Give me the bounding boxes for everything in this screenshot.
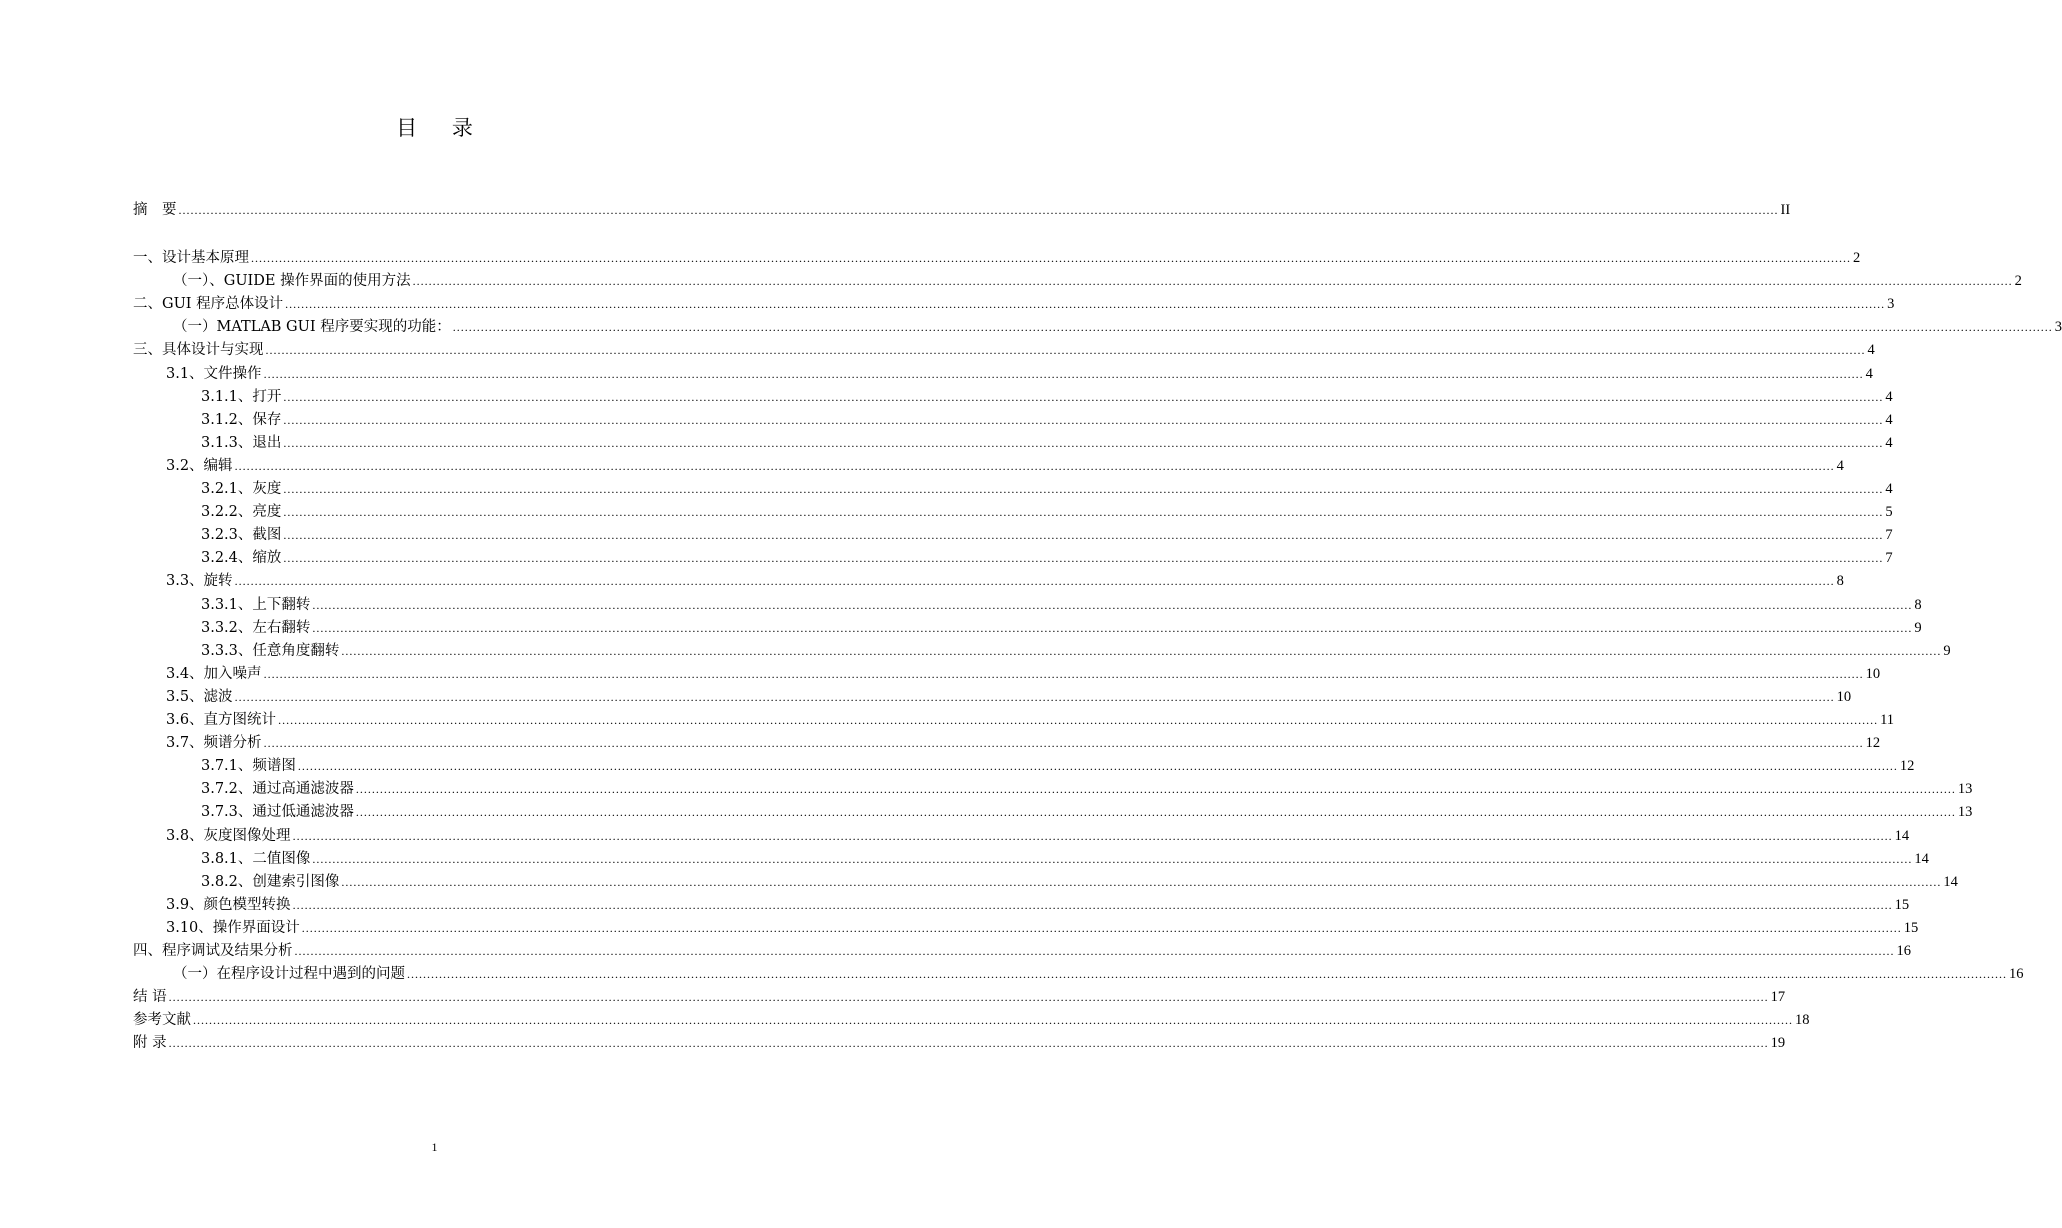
toc-entry-page: 4 [1865,365,1873,382]
toc-leader-dots: ................................................................................................................................................................................................................................................................................................................................................................................................................ [283,482,1884,496]
toc-entry-label: 3.10、操作界面设计 [166,919,300,936]
toc-leader-dots: ................................................................................................................................................................................................................................................................................................................................................................................................................ [283,435,1884,450]
toc-leader-dots: ................................................................................................................................................................................................................................................................................................................................................................................................................ [355,805,1956,820]
toc-entry [133,1029,1786,1052]
toc-entry-label: 3.1、文件操作 [166,365,262,382]
toc-entry-label: 结 语 [133,989,167,1006]
toc-entry-page: 14 [1914,850,1929,867]
toc-entry [133,290,1895,313]
page-number: 1 [431,1140,438,1154]
toc-entry-page: 13 [1957,804,1973,821]
toc-leader-dots: ................................................................................................................................................................................................................................................................................................................................................................................................................ [263,666,1864,681]
toc-entry-label: 3.3.3、任意角度翻转 [201,642,340,659]
toc-leader-dots: ................................................................................................................................................................................................................................................................................................................................................................................................................ [297,759,1898,774]
toc-entry-label: 3.2.1、灰度 [201,481,282,497]
toc-entry-page: 4 [1885,411,1893,428]
toc-entry-page: 5 [1885,504,1893,521]
toc-leader-dots: ................................................................................................................................................................................................................................................................................................................................................................................................................ [178,203,1779,217]
toc-leader-dots: ................................................................................................................................................................................................................................................................................................................................................................................................................ [341,643,1942,658]
toc-entry [133,798,1973,821]
toc-entry [133,637,1951,660]
toc-leader-dots: ................................................................................................................................................................................................................................................................................................................................................................................................................ [292,828,1893,843]
toc-entry-page: 14 [1943,873,1958,890]
toc-entry [133,614,1922,637]
toc-entry [133,914,1919,937]
toc-entry-label: 3.4、加入噪声 [166,665,262,682]
toc-entry-page: 17 [1770,989,1786,1006]
toc-leader-dots: ................................................................................................................................................................................................................................................................................................................................................................................................................ [265,343,1866,358]
toc-entry-page: 15 [1903,919,1919,936]
toc-entry-label: 3.3.2、左右翻转 [201,619,311,636]
toc-entry-page: 16 [2009,966,2024,983]
toc-entry [133,406,1893,429]
toc-entry [133,752,1915,775]
toc-leader-dots: ................................................................................................................................................................................................................................................................................................................................................................................................................ [168,990,1769,1005]
toc-entry-label: 3.3.1、上下翻转 [201,596,311,613]
toc-leader-dots: ................................................................................................................................................................................................................................................................................................................................................................................................................ [312,597,1913,612]
toc-entry-label: （一）MATLAB GUI 程序要实现的功能： [173,319,451,336]
toc-entry [133,429,1893,452]
toc-entry-page: 7 [1885,527,1893,544]
toc-leader-dots: ................................................................................................................................................................................................................................................................................................................................................................................................................ [278,713,1879,727]
toc-entry-label: 3.2.2、亮度 [201,504,282,521]
toc-entry [133,775,1973,798]
toc-entry [133,683,1852,706]
toc-leader-dots: ................................................................................................................................................................................................................................................................................................................................................................................................................ [341,874,1942,889]
toc-entry-page: 4 [1885,481,1893,497]
toc-entry-label: 3.2.4、缩放 [201,550,282,567]
toc-entry-label: 四、程序调试及结果分析 [133,943,293,959]
toc-entry-page: 19 [1770,1035,1786,1052]
toc-entry [133,1006,1810,1029]
toc-entry [133,983,1786,1006]
toc-entry [133,498,1893,521]
toc-entry-label: 摘 要 [133,202,177,218]
toc-leader-dots: ................................................................................................................................................................................................................................................................................................................................................................................................................ [407,967,2007,982]
toc-leader-dots: ................................................................................................................................................................................................................................................................................................................................................................................................................ [285,297,1886,312]
toc-entry-page: 16 [1896,943,1911,959]
toc-leader-dots: ................................................................................................................................................................................................................................................................................................................................................................................................................ [234,574,1835,589]
toc-leader-dots: ................................................................................................................................................................................................................................................................................................................................................................................................................ [294,944,1895,958]
toc-entry [133,937,1911,960]
toc-leader-dots: ................................................................................................................................................................................................................................................................................................................................................................................................................ [312,620,1913,635]
toc-entry-page: 8 [1836,573,1844,590]
toc-entry-label: 3.1.1、打开 [201,388,282,405]
toc-entry [133,567,1844,590]
toc-title: 目 录 [396,116,487,140]
toc-entry-page: 2 [2014,273,2022,290]
toc-leader-dots: ................................................................................................................................................................................................................................................................................................................................................................................................................ [355,782,1956,797]
toc-entry-page: 3 [1887,296,1895,313]
toc-entry-label: （一）在程序设计过程中遇到的问题 [173,966,405,983]
toc-entry-label: 3.8、灰度图像处理 [166,827,291,844]
toc-entry-page: 12 [1899,758,1915,775]
toc-entry-label: 3.6、直方图统计 [166,712,277,728]
toc-entry-page: 12 [1865,735,1881,752]
toc-entry-label: 一、设计基本原理 [133,250,249,266]
toc-entry-label: 3.7.2、通过高通滤波器 [201,781,354,798]
toc-leader-dots: ................................................................................................................................................................................................................................................................................................................................................................................................................ [283,389,1884,404]
toc-leader-dots: ................................................................................................................................................................................................................................................................................................................................................................................................................ [312,851,1913,866]
toc-entry-page: 18 [1795,1012,1810,1029]
toc-entry-label: 3.7、频谱分析 [166,735,262,752]
toc-leader-dots: ................................................................................................................................................................................................................................................................................................................................................................................................................ [168,1036,1769,1051]
toc-entry [133,868,1958,891]
toc-entry-page: 4 [1885,388,1893,405]
toc-entry-label: 二、GUI 程序总体设计 [133,296,284,313]
toc-leader-dots: ................................................................................................................................................................................................................................................................................................................................................................................................................ [283,528,1884,543]
toc-entry-page: 9 [1914,619,1922,636]
toc-entry-page: 10 [1836,688,1852,705]
toc-entry [133,822,1910,845]
toc-entry-page: 15 [1894,896,1910,913]
toc-leader-dots: ................................................................................................................................................................................................................................................................................................................................................................................................................ [263,366,1864,381]
toc-entry-label: 三、具体设计与实现 [133,342,264,359]
toc-leader-dots: ................................................................................................................................................................................................................................................................................................................................................................................................................ [234,689,1835,704]
toc-leader-dots: ................................................................................................................................................................................................................................................................................................................................................................................................................ [283,412,1884,427]
toc-leader-dots: ................................................................................................................................................................................................................................................................................................................................................................................................................ [234,458,1835,473]
toc-entry-page: 3 [2054,319,2062,336]
toc-entry [133,729,1881,752]
toc-entry [133,360,1873,383]
toc-entry-label: 附 录 [133,1035,167,1052]
toc-entry-label: 3.5、滤波 [166,688,233,705]
toc-entry [133,452,1844,475]
toc-leader-dots: ................................................................................................................................................................................................................................................................................................................................................................................................................ [283,551,1884,566]
toc-entry [133,891,1910,914]
toc-leader-dots: ................................................................................................................................................................................................................................................................................................................................................................................................................ [412,274,2013,289]
toc-entry-page: 7 [1885,550,1893,567]
toc-entry-page: 2 [1853,250,1861,266]
toc-entry-label: 3.8.2、创建索引图像 [201,873,340,890]
toc-entry-page: 4 [1867,342,1875,359]
toc-leader-dots: ................................................................................................................................................................................................................................................................................................................................................................................................................ [251,251,1851,265]
toc-leader-dots: ................................................................................................................................................................................................................................................................................................................................................................................................................ [292,897,1893,912]
toc-entry-page: 4 [1836,457,1844,474]
toc-entry-label: （一）、GUIDE 操作界面的使用方法 [173,273,411,290]
toc-entry [133,313,2062,336]
toc-entry-page: 13 [1957,781,1973,798]
toc-entry-page: 11 [1880,712,1895,728]
toc-entry-label: 3.9、颜色模型转换 [166,896,291,913]
toc-entry-page: 4 [1885,434,1893,451]
toc-entry [133,475,1893,498]
toc-leader-dots: ................................................................................................................................................................................................................................................................................................................................................................................................................ [283,505,1884,520]
toc-entry [133,336,1875,359]
toc-leader-dots: ................................................................................................................................................................................................................................................................................................................................................................................................................ [301,920,1902,935]
toc-entry-label: 3.1.3、退出 [201,434,282,451]
toc-entry [133,544,1893,567]
toc-entry-label: 3.3、旋转 [166,573,233,590]
toc-leader-dots: ................................................................................................................................................................................................................................................................................................................................................................................................................ [193,1013,1793,1028]
toc-entry [133,196,1791,219]
toc-entry [133,383,1893,406]
toc-entry-label: 3.8.1、二值图像 [201,850,311,867]
toc-entry [133,244,1861,267]
toc-entry-page: 8 [1914,596,1922,613]
toc-entry-page: 9 [1943,642,1951,659]
toc-entry-page: 10 [1865,665,1881,682]
toc-entry-page: II [1780,202,1791,218]
toc-entry-label: 3.7.3、通过低通滤波器 [201,804,354,821]
toc-entry [133,960,2024,983]
toc-entry-label: 3.1.2、保存 [201,411,282,428]
toc-entry-label: 3.7.1、频谱图 [201,758,296,775]
toc-entry [133,521,1893,544]
toc-entry [133,267,2022,290]
toc-entry [133,845,1929,868]
toc-entry [133,591,1922,614]
toc-leader-dots: ................................................................................................................................................................................................................................................................................................................................................................................................................ [263,736,1864,751]
toc-entry-label: 3.2.3、截图 [201,527,282,544]
toc-entry [133,706,1895,729]
toc-entry-page: 14 [1894,827,1910,844]
toc-entry [133,660,1881,683]
toc-leader-dots: ................................................................................................................................................................................................................................................................................................................................................................................................................ [452,320,2053,335]
toc-entry-label: 3.2、编辑 [166,457,233,474]
toc-entry-label: 参考文献 [133,1012,191,1029]
